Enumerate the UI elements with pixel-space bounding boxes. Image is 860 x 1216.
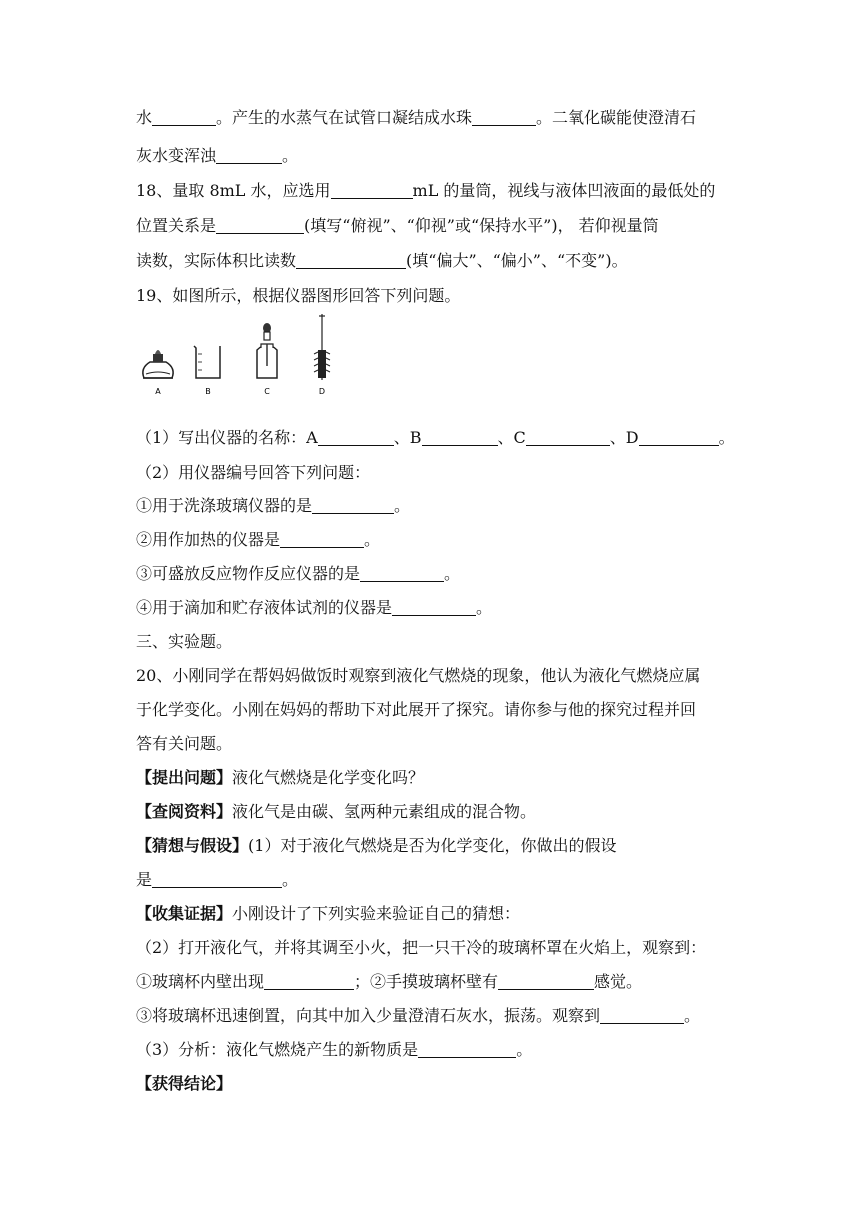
dropping-bottle-icon	[257, 323, 277, 378]
instrument-figure	[136, 314, 336, 414]
answer-blank[interactable]	[360, 565, 444, 582]
answer-blank[interactable]	[422, 429, 498, 446]
text-line: ①玻璃杯内壁出现 ；②手摸玻璃杯壁有 感觉。	[136, 972, 643, 991]
answer-blank[interactable]	[264, 973, 354, 990]
answer-blank[interactable]	[296, 252, 406, 269]
text-line: 于化学变化。小刚在妈妈的帮助下对此展开了探究。请你参与他的探究过程并回	[136, 700, 697, 719]
text-line: 位置关系是 (填写“俯视”、“仰视”或“保持水平”)， 若仰视量筒	[136, 216, 659, 235]
text-line: （2）用仪器编号回答下列问题：	[136, 463, 371, 482]
figure-label: A	[155, 387, 161, 396]
question-18: 18、量取 8mL 水，应选用 mL 的量筒，视线与液体凹液面的最低处的	[136, 181, 716, 200]
answer-blank[interactable]	[216, 217, 304, 234]
text-line: 是 。	[136, 870, 299, 889]
text-line: 【获得结论】	[136, 1074, 233, 1093]
answer-blank[interactable]	[418, 1041, 516, 1058]
text-line: 读数，实际体积比读数 (填“偏大”、“偏小”、“不变”)。	[136, 251, 628, 270]
answer-blank[interactable]	[280, 531, 364, 548]
text-line: 灰水变浑浊 。	[136, 146, 299, 165]
text-line: （2）打开液化气，并将其调至小火，把一只干冷的玻璃杯罩在火焰上，观察到：	[136, 938, 707, 957]
answer-blank[interactable]	[152, 871, 282, 888]
answer-blank[interactable]	[318, 429, 394, 446]
figure-label: C	[264, 387, 270, 396]
answer-blank[interactable]	[312, 497, 394, 514]
text-line: ③将玻璃杯迅速倒置，向其中加入少量澄清石灰水，振荡。观察到 。	[136, 1006, 701, 1025]
text-line: 【收集证据】小刚设计了下列实验来验证自己的猜想：	[136, 904, 521, 923]
test-tube-brush-icon	[314, 314, 330, 380]
answer-blank[interactable]	[526, 429, 610, 446]
text-line: （3）分析：液化气燃烧产生的新物质是 。	[136, 1040, 533, 1059]
answer-blank[interactable]	[216, 147, 282, 164]
text-line: ③可盛放反应物作反应仪器的是 。	[136, 564, 461, 583]
text-line: ④用于滴加和贮存液体试剂的仪器是 。	[136, 598, 493, 617]
section-heading: 三、实验题。	[136, 632, 233, 651]
question-19: 19、如图所示，根据仪器图形回答下列问题。	[136, 286, 461, 305]
answer-blank[interactable]	[472, 109, 536, 126]
answer-blank[interactable]	[639, 429, 719, 446]
text-line: （1）写出仪器的名称：A 、B 、C 、D 。	[136, 428, 735, 447]
answer-blank[interactable]	[331, 182, 413, 199]
text-line: 答有关问题。	[136, 734, 233, 753]
answer-blank[interactable]	[600, 1007, 684, 1024]
figure-label: B	[205, 387, 211, 396]
text-line: ①用于洗涤玻璃仪器的是 。	[136, 496, 411, 515]
text-line: 水 。产生的水蒸气在试管口凝结成水珠 。二氧化碳能使澄清石	[136, 108, 697, 127]
figure-label: D	[318, 387, 326, 396]
answer-blank[interactable]	[392, 599, 476, 616]
answer-blank[interactable]	[498, 973, 594, 990]
answer-blank[interactable]	[152, 109, 216, 126]
alcohol-lamp-icon	[143, 350, 173, 378]
text-line: 【查阅资料】液化气是由碳、氢两种元素组成的混合物。	[136, 802, 537, 821]
text-line: ②用作加热的仪器是 。	[136, 530, 381, 549]
text-line: 【猜想与假设】(1）对于液化气燃烧是否为化学变化，你做出的假设	[136, 836, 617, 855]
text-line: 【提出问题】液化气燃烧是化学变化吗？	[136, 768, 425, 787]
beaker-icon	[194, 346, 220, 378]
question-20: 20、小刚同学在帮妈妈做饭时观察到液化气燃烧的现象，他认为液化气燃烧应属	[136, 666, 701, 685]
